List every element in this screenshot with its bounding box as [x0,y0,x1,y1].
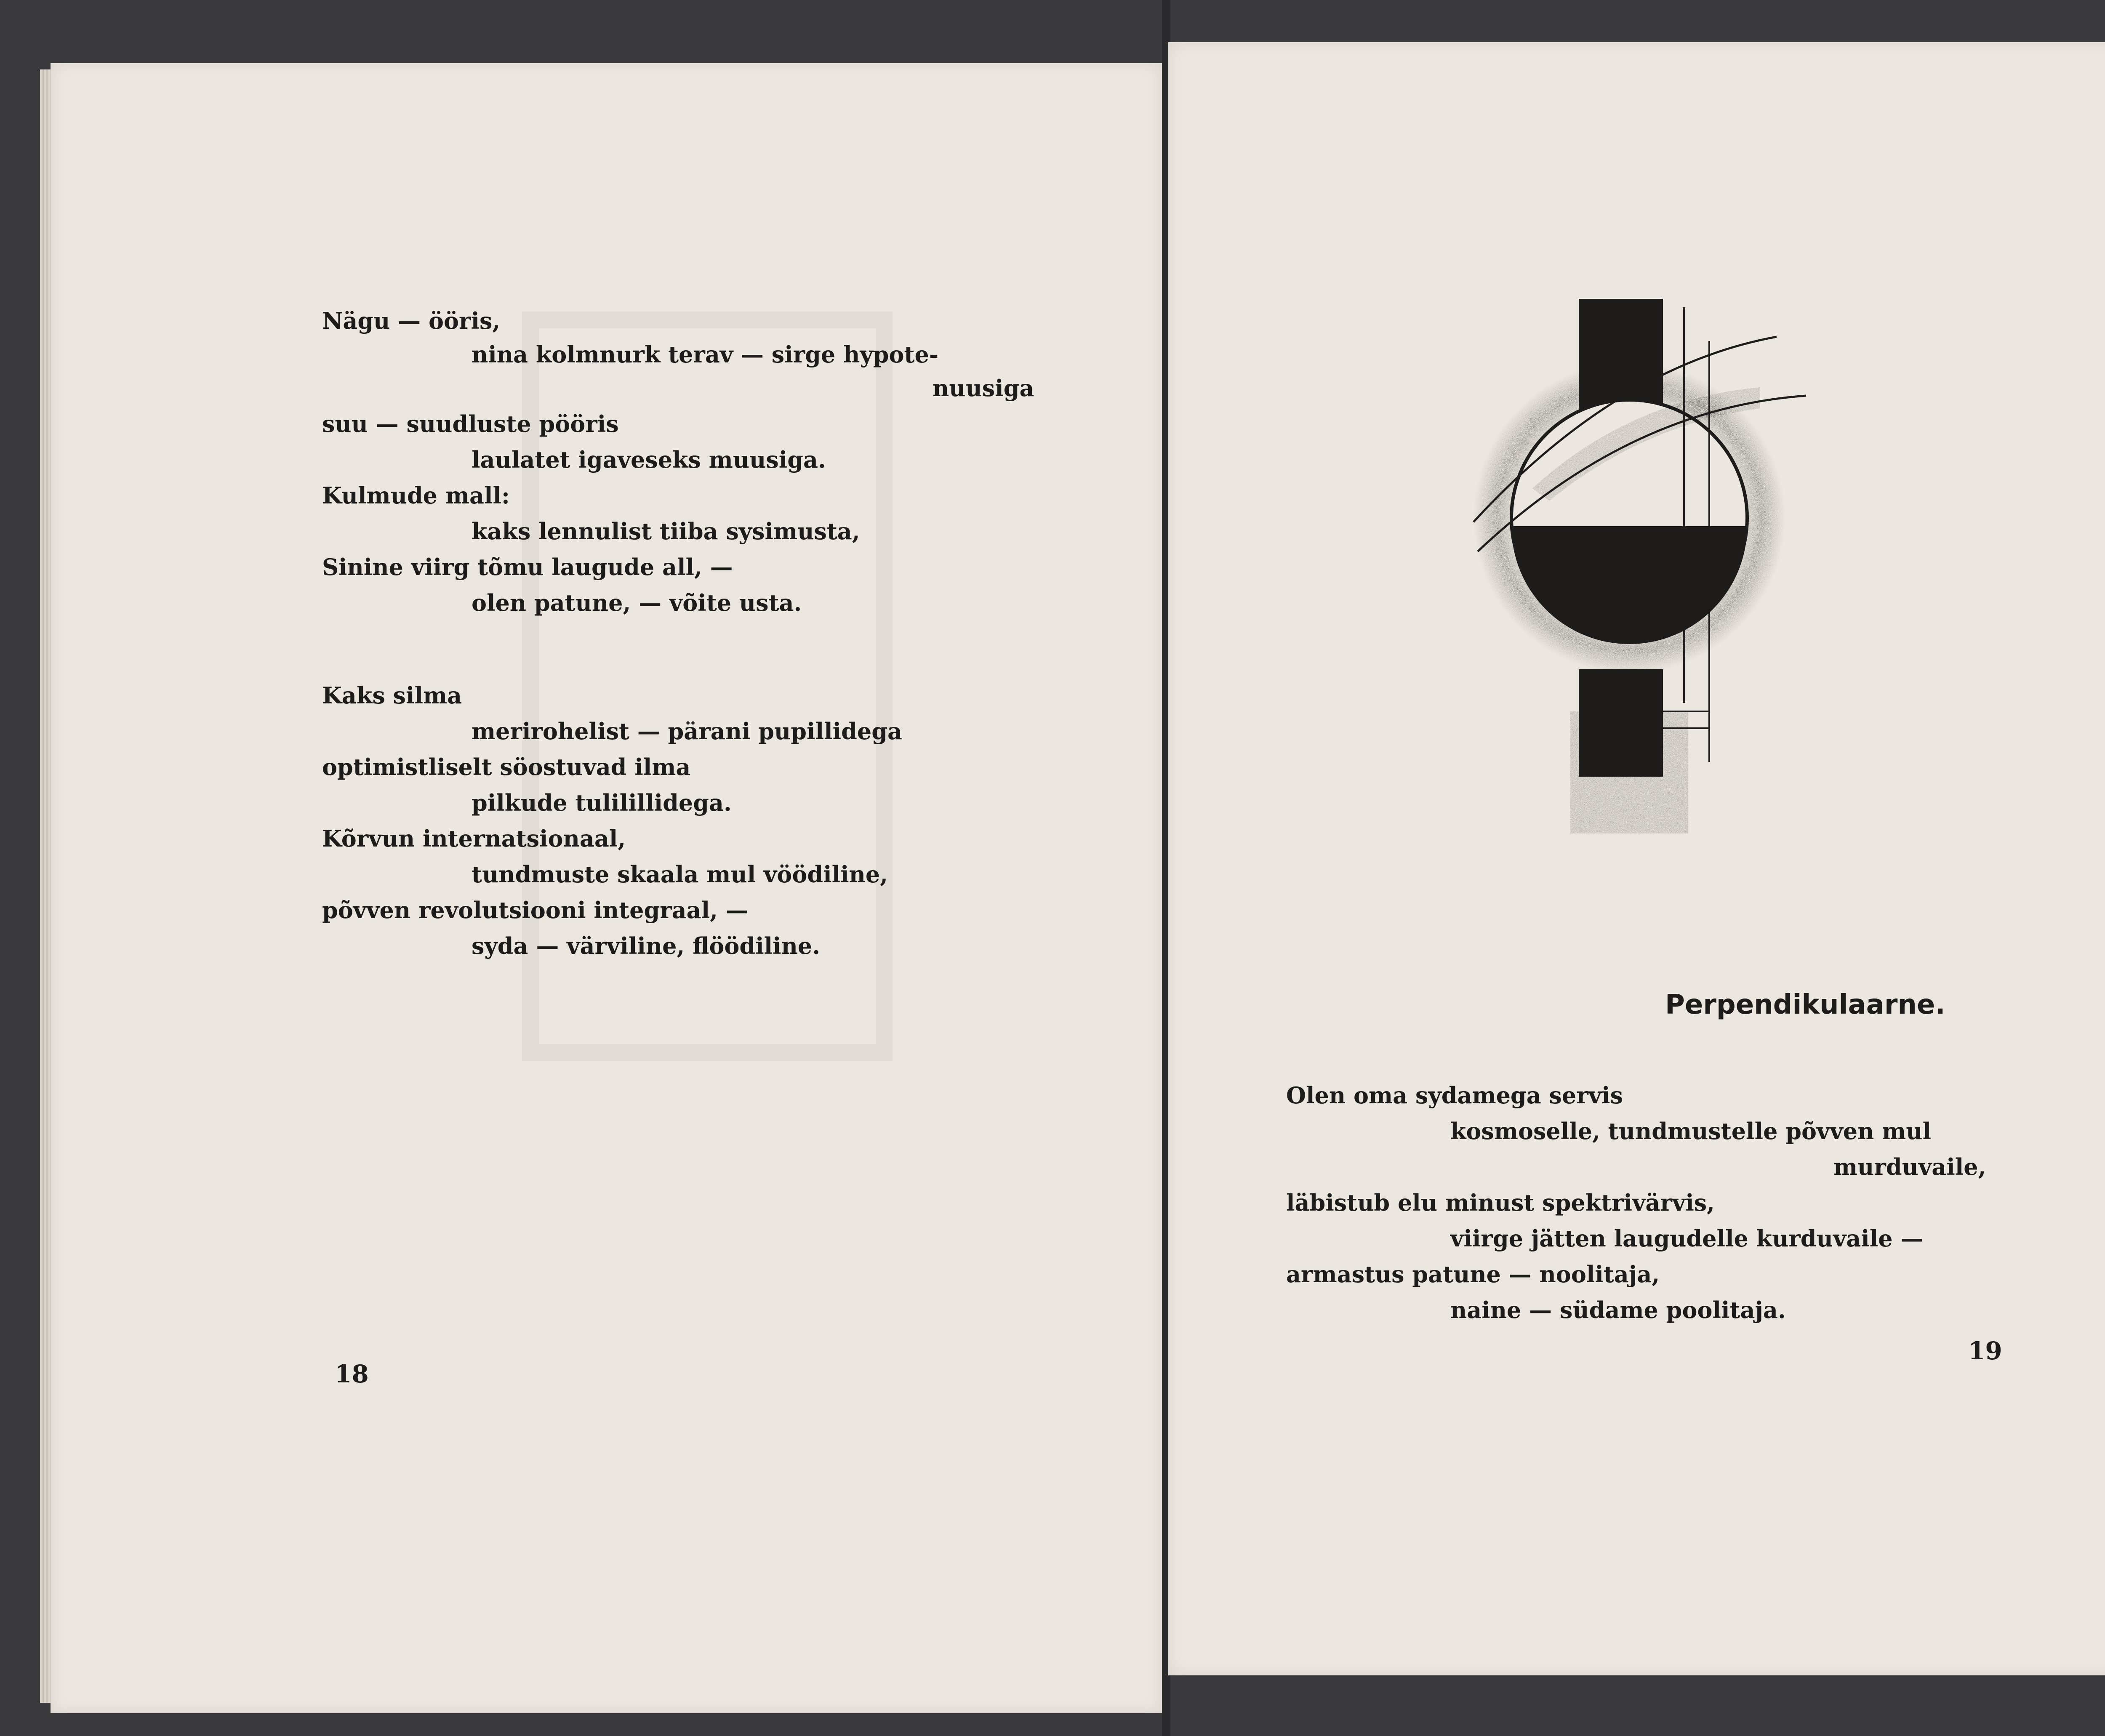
poem-line: suu — suudluste pööris [322,410,619,437]
poem-line: Sinine viirg tõmu laugude all, — [322,554,733,580]
poem-line: laulatet igaveseks muusiga. [472,446,826,473]
poem-line: kaks lennulist tiiba sysimusta, [472,518,860,545]
black-bar-bottom [1579,669,1663,777]
poem-line: Olen oma sydamega servis [1286,1082,1623,1109]
poem-line: naine — südame poolitaja. [1450,1297,1786,1323]
poem-line: optimistliselt söostuvad ilma [322,754,691,780]
poem-line: tundmuste skaala mul vöödiline, [472,861,888,888]
poem-line: Kaks silma [322,682,462,709]
poem-line: olen patune, — võite usta. [472,589,802,616]
poem-line: nuusiga [933,375,1034,402]
page-number-left: 18 [335,1360,369,1388]
poem-line: syda — värviline, flöödiline. [472,932,821,959]
poem-title: Perpendikulaarne. [1665,989,1945,1020]
poem-line: armastus patune — noolitaja, [1286,1261,1660,1288]
poem-line: viirge jätten laugudelle kurduvaile — [1450,1225,1924,1252]
left-page [51,63,1164,1713]
poem-line: Kõrvun internatsionaal, [322,825,626,852]
poem-line: Kulmude mall: [322,482,510,509]
poem-line: põvven revolutsiooni integraal, — [322,897,749,924]
right-page [1168,42,2105,1675]
poem-line: merirohelist — pärani pupillidega [472,718,902,745]
poem-line: läbistub elu minust spektrivärvis, [1286,1189,1715,1216]
poem-line: murduvaile, [1833,1153,1986,1180]
poem-line: pilkude tulilillidega. [472,789,732,816]
poem-line: kosmoselle, tundmustelle põvven mul [1450,1118,1932,1145]
poem-line: Nägu — ööris, [322,307,501,334]
poem-line: nina kolmnurk terav — sirge hypote- [472,341,939,368]
constructivist-illustration [1448,290,1827,838]
page-number-right: 19 [1968,1337,2002,1365]
